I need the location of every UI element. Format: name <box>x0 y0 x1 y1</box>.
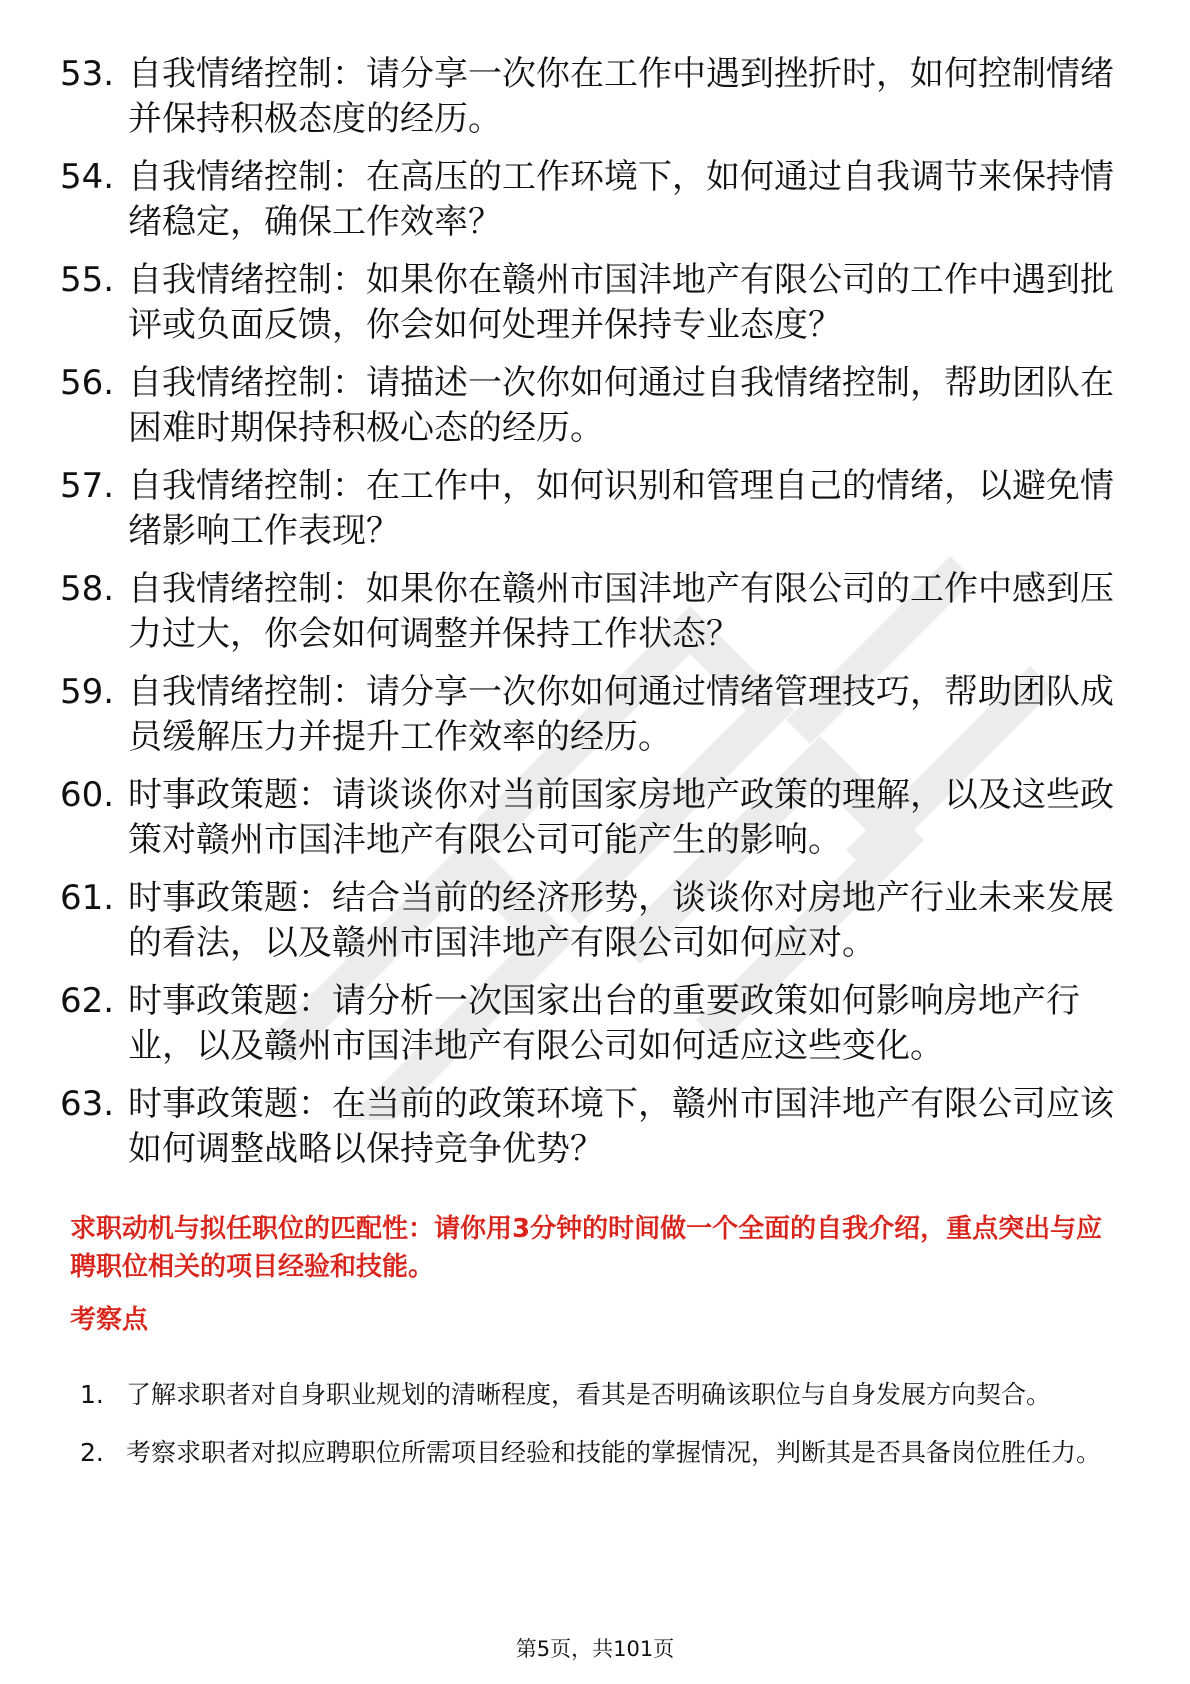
point-number: 2. <box>80 1438 104 1467</box>
question-text: 自我情绪控制：如果你在赣州市国沣地产有限公司的工作中遇到批评或负面反馈，你会如何处理并保持专业态度？ <box>128 260 1114 345</box>
question-number: 59. <box>60 672 115 712</box>
point-text: 考察求职者对拟应聘职位所需项目经验和技能的掌握情况，判断其是否具备岗位胜任力。 <box>126 1438 1102 1467</box>
question-item <box>60 361 1120 451</box>
question-number: 61. <box>60 878 115 918</box>
question-number: 54. <box>60 157 115 197</box>
question-item <box>60 979 1120 1069</box>
question-number: 62. <box>60 981 115 1021</box>
question-text: 时事政策题：结合当前的经济形势，谈谈你对房地产行业未来发展的看法，以及赣州市国沣地产有限公司如何应对。 <box>128 878 1114 963</box>
question-item <box>60 464 1120 554</box>
question-item <box>60 52 1120 142</box>
question-item <box>60 670 1120 760</box>
question-text: 自我情绪控制：在高压的工作环境下，如何通过自我调节来保持情绪稳定，确保工作效率？ <box>128 157 1114 242</box>
assessment-point <box>80 1428 1120 1478</box>
question-number: 63. <box>60 1084 115 1124</box>
question-item <box>60 876 1120 966</box>
question-number: 56. <box>60 363 115 403</box>
question-number: 58. <box>60 569 115 609</box>
question-number: 57. <box>60 466 115 506</box>
question-item <box>60 773 1120 863</box>
point-number: 1. <box>80 1380 104 1409</box>
page-footer: 第5页，共101页 <box>515 1637 675 1661</box>
assessment-title: 考察点 <box>70 1305 149 1335</box>
question-item <box>60 258 1120 348</box>
question-text: 自我情绪控制：请描述一次你如何通过自我情绪控制，帮助团队在困难时期保持积极心态的经历。 <box>128 363 1114 448</box>
question-number: 55. <box>60 260 115 300</box>
question-item <box>60 155 1120 245</box>
question-text: 时事政策题：请谈谈你对当前国家房地产政策的理解，以及这些政策对赣州市国沣地产有限公司可能产生的影响。 <box>128 775 1114 860</box>
question-text: 时事政策题：在当前的政策环境下，赣州市国沣地产有限公司应该如何调整战略以保持竞争优势？ <box>128 1084 1114 1169</box>
highlight-question: 求职动机与拟任职位的匹配性：请你用3分钟的时间做一个全面的自我介绍，重点突出与应聘职位相关的项目经验和技能。 <box>70 1214 1103 1282</box>
question-text: 自我情绪控制：如果你在赣州市国沣地产有限公司的工作中感到压力过大，你会如何调整并保持工作状态？ <box>128 569 1114 654</box>
question-list <box>60 52 1120 1185</box>
question-text: 自我情绪控制：请分享一次你如何通过情绪管理技巧，帮助团队成员缓解压力并提升工作效率的经历。 <box>128 672 1114 757</box>
question-text: 时事政策题：请分析一次国家出台的重要政策如何影响房地产行业，以及赣州市国沣地产有限公司如何适应这些变化。 <box>128 981 1080 1066</box>
question-text: 自我情绪控制：在工作中，如何识别和管理自己的情绪，以避免情绪影响工作表现？ <box>128 466 1114 551</box>
point-text: 了解求职者对自身职业规划的清晰程度，看其是否明确该职位与自身发展方向契合。 <box>126 1380 1052 1409</box>
question-number: 53. <box>60 54 115 94</box>
question-item <box>60 1082 1120 1172</box>
assessment-point <box>80 1370 1120 1420</box>
assessment-points <box>80 1370 1120 1486</box>
question-item <box>60 567 1120 657</box>
question-text: 自我情绪控制：请分享一次你在工作中遇到挫折时，如何控制情绪并保持积极态度的经历。 <box>128 54 1114 139</box>
question-number: 60. <box>60 775 115 815</box>
